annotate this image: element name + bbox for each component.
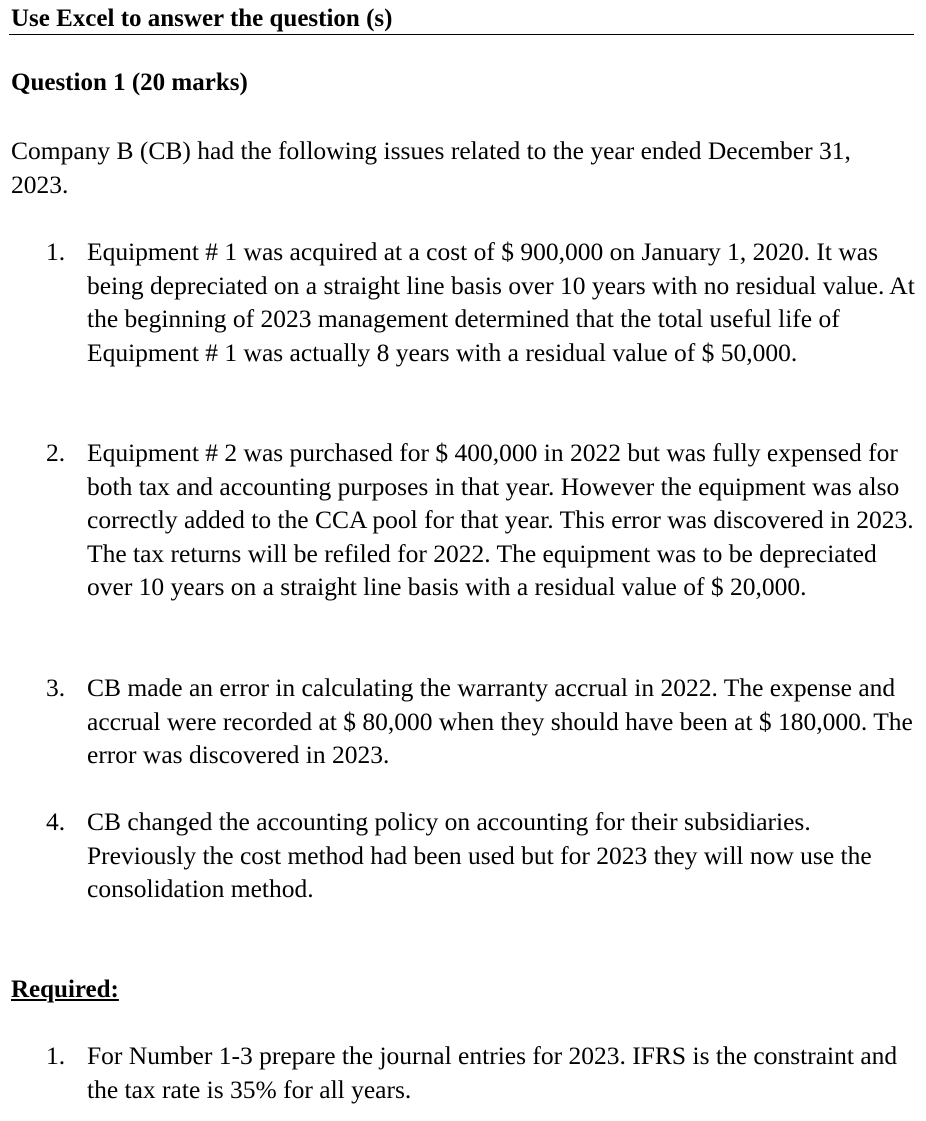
list-item-number: 1. [46,237,66,266]
instruction-text: Use Excel to answer the question (s) [11,5,393,32]
required-item-number: 1. [46,1041,66,1070]
instruction-header [9,3,914,35]
required-heading: Required: [11,976,119,1003]
list-item-number: 4. [46,807,66,836]
list-item-text: CB made an error in calculating the warranty accrual in 2022. The expense and accrual were recorded at $ 80,000 when they should have been at $ 180,000. The error was discovered in 2023. [87,673,913,769]
question-title: Question 1 (20 marks) [11,69,248,96]
list-item-number: 2. [46,438,66,467]
list-item-text: CB changed the accounting policy on accounting for their subsidiaries. Previously the cost method had been used but for 2023 they will now use the consolidation method. [87,807,872,903]
question-intro: Company B (CB) had the following issues related to the year ended December 31, 2023. [11,136,851,199]
list-item-text: Equipment # 1 was acquired at a cost of $ 900,000 on January 1, 2020. It was being depreciated on a straight line basis over 10 years with no residual value. At the beginning of 2023 management determined that the total useful life of Equipment # 1 was actually 8 years with a residual value of $ 50,000. [87,237,915,367]
list-item-number: 3. [46,673,66,702]
list-item-text: Equipment # 2 was purchased for $ 400,000 in 2022 but was fully expensed for both tax and accounting purposes in that year. However the equipment was also correctly added to the CCA pool for that year. This error was discovered in 2023. The tax returns will be refiled for 2022. The equipment was to be depreciated over 10 years on a straight line basis with a residual value of $ 20,000. [87,438,914,601]
required-item-text: For Number 1-3 prepare the journal entries for 2023. IFRS is the constraint and the tax rate is 35% for all years. [87,1041,898,1104]
